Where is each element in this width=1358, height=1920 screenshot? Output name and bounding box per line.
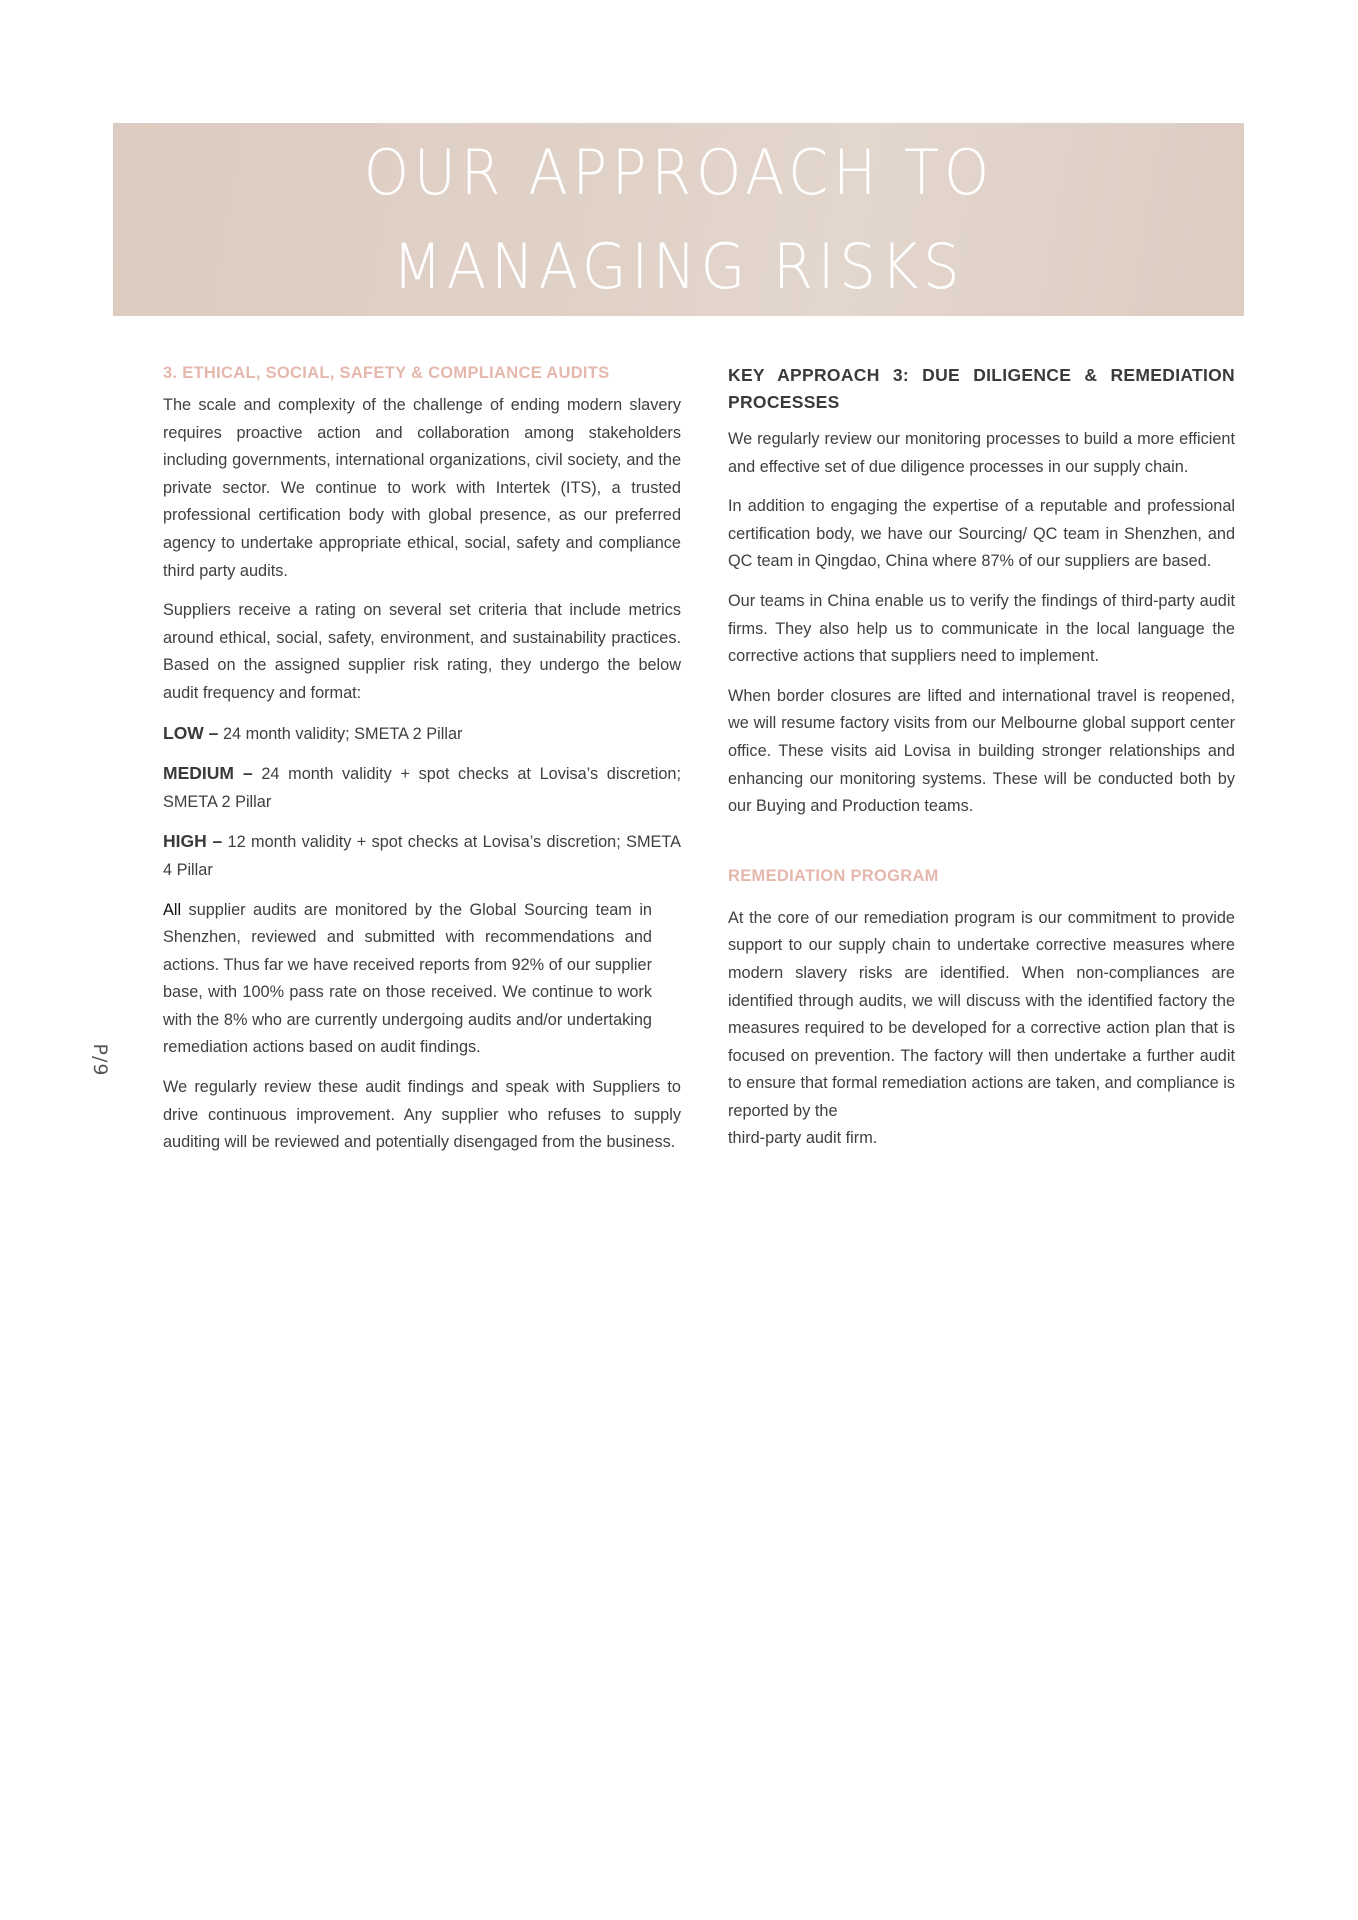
remediation-paragraph	[728, 905, 1235, 1153]
page-banner	[113, 123, 1244, 316]
risk-term-high: HIGH –	[163, 831, 223, 852]
audit-monitoring-text: supplier audits are monitored by the Global Sourcing team in Shenzhen, reviewed and submitted with recommendations and actions. Thus far we have received reports from 92% of our supplier base, with 100% pass rate on those received. We continue to work with the 8% who are currently undergoing audits and/or undertaking remediation actions based on audit findings.	[163, 900, 652, 1057]
risk-desc-high: 12 month validity + spot checks at Lovisa’s discretion; SMETA 4 Pillar	[163, 833, 681, 879]
risk-level-high	[163, 828, 681, 884]
monitoring-review-paragraph: We regularly review our monitoring processes to build a more efficient and effective set of due diligence processes in our supply chain.	[728, 430, 1235, 476]
audit-monitoring-paragraph	[163, 897, 652, 1063]
banner-title-line-1: OUR APPROACH TO	[363, 135, 994, 209]
audits-intro-paragraph: The scale and complexity of the challenge of ending modern slavery requires proactive action and collaboration among stakeholders including governments, international organizations, civil society, and the private sector. We continue to work with Intertek (ITS), a trusted professional certification body with global presence, as our preferred agency to undertake appropriate ethical, social, safety and compliance third party audits.	[163, 396, 681, 580]
risk-desc-low: 24 month validity; SMETA 2 Pillar	[218, 724, 463, 743]
risk-level-medium	[163, 760, 681, 816]
section-heading-remediation: REMEDIATION PROGRAM	[728, 866, 939, 885]
risk-desc-medium: 24 month validity + spot checks at Lovisa’s discretion; SMETA 2 Pillar	[163, 765, 681, 811]
factory-visits-paragraph: When border closures are lifted and international travel is reopened, we will resume factory visits from our Melbourne global support center office. These visits aid Lovisa in building stronger relationships and enhancing our monitoring systems. These will be conducted both by our Buying and Production teams.	[728, 686, 1235, 816]
risk-term-medium: MEDIUM –	[163, 763, 253, 784]
section-heading-audits: 3. ETHICAL, SOCIAL, SAFETY & COMPLIANCE AUDITS	[163, 364, 610, 382]
remediation-last-line: third-party audit firm.	[728, 1129, 878, 1148]
left-column-audits	[163, 362, 681, 1169]
right-column-due-diligence	[728, 362, 1235, 1153]
remediation-text: At the core of our remediation program is our commitment to provide support to our supply chain to undertake corrective measures where modern slavery risks are identified. When non-compliances are identified through audits, we will discuss with the identified factory the measures required to be developed for a corrective action plan that is focused on prevention. The factory will then undertake a further audit to ensure that formal remediation actions are taken, and compliance is reported by the	[728, 908, 1235, 1120]
china-teams-paragraph: In addition to engaging the expertise of a reputable and professional certification body, we have our Sourcing/ QC team in Shenzhen, and QC team in Qingdao, China where 87% of our suppliers are based.	[728, 497, 1235, 571]
section-heading-due-diligence: KEY APPROACH 3: DUE DILIGENCE & REMEDIATION PROCESSES	[728, 365, 1235, 412]
audit-monitoring-lead-word: All	[163, 900, 182, 919]
verify-findings-paragraph: Our teams in China enable us to verify the findings of third-party audit firms. They also help us to communicate in the local language the corrective actions that suppliers need to implement.	[728, 591, 1235, 666]
banner-title-line-2: MANAGING RISKS	[392, 229, 965, 303]
risk-term-low: LOW –	[163, 722, 219, 743]
audit-review-paragraph: We regularly review these audit findings and speak with Suppliers to drive continuous improvement. Any supplier who refuses to supply auditing will be reviewed and potentially disengaged from the business.	[163, 1078, 681, 1152]
supplier-rating-paragraph: Suppliers receive a rating on several set criteria that include metrics around ethical, social, safety, environment, and sustainability practices. Based on the assigned supplier risk rating, they undergo the below audit frequency and format:	[163, 601, 681, 702]
page-number-label: P/9	[89, 1043, 111, 1077]
risk-level-low	[163, 720, 681, 749]
